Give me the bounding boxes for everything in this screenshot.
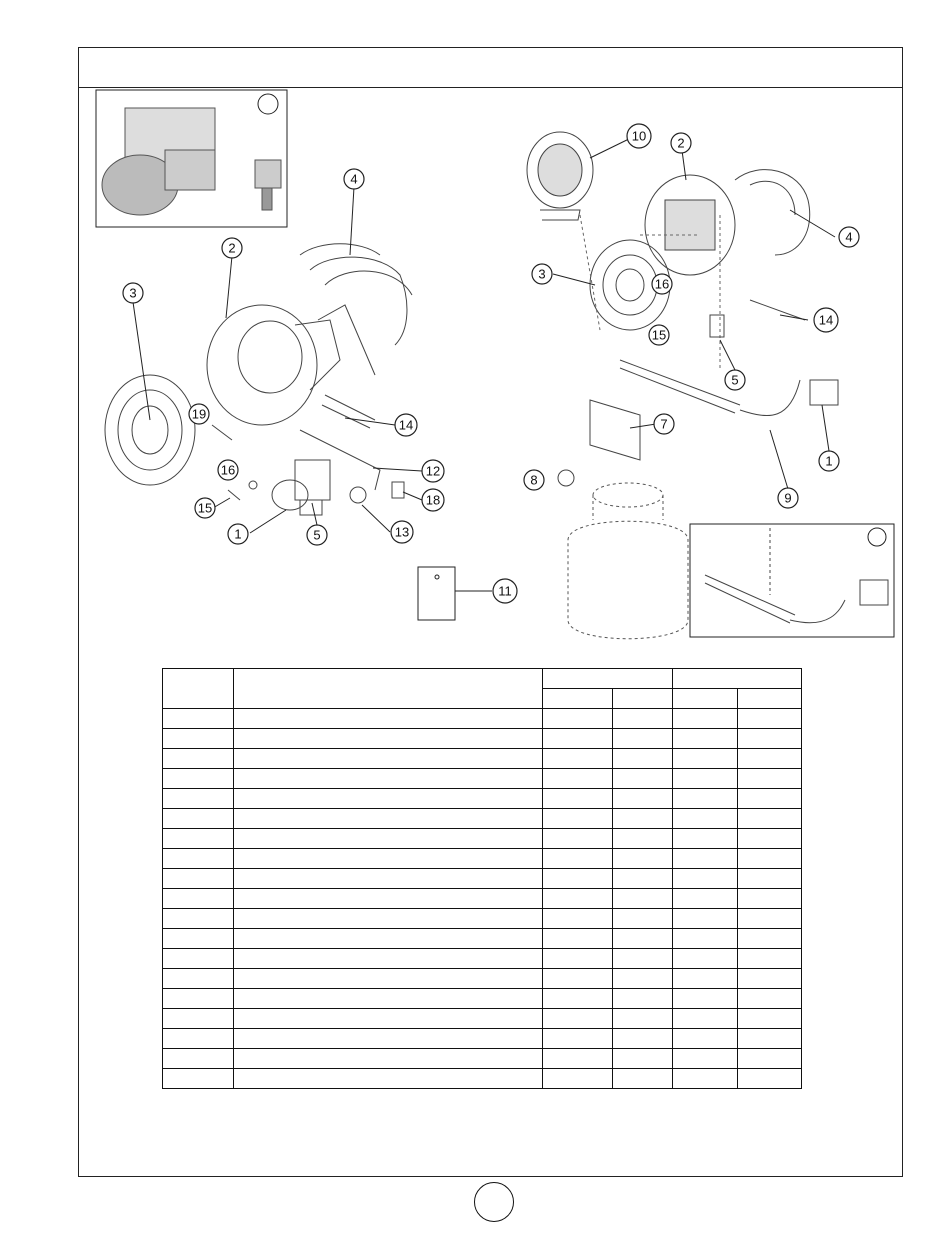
table-cell [613,869,673,889]
table-row [163,769,802,789]
callout-numbers [129,129,852,599]
table-cell [543,809,613,829]
table-cell [613,889,673,909]
valve-photo [102,108,281,215]
table-cell [738,869,802,889]
table-cell [234,749,543,769]
table-cell [673,769,738,789]
table-cell [613,929,673,949]
control-knob-left [350,487,366,503]
table-cell [234,729,543,749]
table-cell [738,1069,802,1089]
table-cell [234,869,543,889]
bracket-right [590,400,640,460]
table-cell [673,789,738,809]
inset-marker-circle [258,94,278,114]
table-cell [738,1049,802,1069]
table-cell [163,749,234,769]
table-cell [673,949,738,969]
table-cell [543,869,613,889]
table-cell [163,769,234,789]
svg-text:15: 15 [197,500,213,516]
svg-text:5: 5 [731,372,739,388]
table-cell [673,729,738,749]
table-cell [673,869,738,889]
table-cell [234,709,543,729]
table-cell [673,1029,738,1049]
svg-text:16: 16 [220,462,236,478]
table-cell [613,809,673,829]
table-row [163,849,802,869]
svg-text:15: 15 [651,327,667,343]
table-cell [163,949,234,969]
table-cell [543,849,613,869]
svg-text:14: 14 [398,417,414,433]
regulator-valve-left [272,460,330,515]
table-cell [163,729,234,749]
thermocouple-left [322,395,375,428]
table-cell [234,949,543,969]
reflector-left [207,305,340,425]
table-row [163,1029,802,1049]
svg-text:13: 13 [394,524,410,540]
table-cell [234,969,543,989]
table-cell [543,1029,613,1049]
table-cell [613,709,673,729]
table-cell [163,969,234,989]
table-row [163,989,802,1009]
table-cell [613,1049,673,1069]
wire-guard-right [735,170,810,255]
table-cell [673,1009,738,1029]
part-16-left [249,481,257,489]
table-row [163,789,802,809]
svg-text:14: 14 [818,312,834,328]
table-row [163,929,802,949]
svg-text:2: 2 [228,240,236,256]
table-cell [234,1009,543,1029]
table-cell [613,1069,673,1089]
table-cell [543,709,613,729]
table-cell [543,929,613,949]
svg-text:11: 11 [498,583,512,599]
table-cell [543,1049,613,1069]
table-cell [738,969,802,989]
svg-text:5: 5 [313,527,321,543]
table-cell [163,869,234,889]
page-number-circle [474,1182,514,1222]
table-cell [738,909,802,929]
table-cell [738,929,802,949]
table-cell [163,989,234,1009]
table-cell [163,1009,234,1029]
table-cell [738,1009,802,1029]
table-header-row [163,669,802,689]
table-cell [673,889,738,909]
table-cell [543,829,613,849]
inset-detail-marker [868,528,886,546]
table-row [163,829,802,849]
table-cell [738,1029,802,1049]
svg-text:8: 8 [530,472,538,488]
manifold-right [620,360,740,413]
table-row [163,1069,802,1089]
svg-text:9: 9 [784,490,792,506]
table-row [163,909,802,929]
table-cell [234,849,543,869]
svg-text:4: 4 [350,171,358,187]
table-cell [673,909,738,929]
table-cell [234,1069,543,1089]
table-cell [738,949,802,969]
table-cell [163,929,234,949]
table-cell [738,709,802,729]
regulator-right [810,380,838,405]
svg-text:1: 1 [234,526,242,542]
table-cell [613,729,673,749]
hose-right [740,380,800,416]
svg-text:3: 3 [129,285,137,301]
parts-table-body [163,709,802,1089]
igniter-left [212,425,232,440]
table-cell [738,749,802,769]
svg-text:16: 16 [654,276,670,292]
table-cell [234,889,543,909]
table-cell [673,1049,738,1069]
table-cell [234,909,543,929]
table-cell [613,829,673,849]
table-cell [234,989,543,1009]
table-cell [234,769,543,789]
table-cell [543,789,613,809]
table-cell [673,709,738,729]
table-cell [234,829,543,849]
table-cell [673,929,738,949]
table-cell [613,909,673,929]
table-cell [673,1069,738,1089]
table-cell [543,729,613,749]
table-cell [613,849,673,869]
valve-right [710,315,724,337]
table-cell [673,849,738,869]
reflector-right [645,175,735,275]
table-cell [738,989,802,1009]
parts-table [162,668,802,1089]
table-cell [613,749,673,769]
header-description [234,669,543,709]
table-cell [738,829,802,849]
table-cell [163,909,234,929]
nut-right [558,470,574,486]
table-cell [673,749,738,769]
table-row [163,949,802,969]
burner-guard-left [105,375,195,485]
table-cell [234,1049,543,1069]
table-cell [543,989,613,1009]
table-cell [543,909,613,929]
table-row [163,1049,802,1069]
table-cell [163,889,234,909]
table-cell [234,929,543,949]
table-cell [163,789,234,809]
propane-tank [568,483,688,639]
table-row [163,749,802,769]
table-cell [543,969,613,989]
table-cell [543,1069,613,1089]
table-cell [613,989,673,1009]
svg-text:10: 10 [631,128,647,144]
table-row [163,889,802,909]
svg-text:2: 2 [677,135,685,151]
table-cell [613,949,673,969]
table-row [163,729,802,749]
header-group-1 [543,669,673,689]
table-cell [163,1049,234,1069]
table-cell [613,1009,673,1029]
table-cell [738,809,802,829]
table-row [163,809,802,829]
table-row [163,869,802,889]
fitting-left [392,482,404,498]
header-group-2 [673,669,802,689]
table-cell [163,809,234,829]
svg-text:3: 3 [538,266,546,282]
table-cell [163,849,234,869]
table-cell [543,1009,613,1029]
table-cell [673,809,738,829]
table-cell [234,1029,543,1049]
svg-text:12: 12 [425,463,441,479]
table-cell [163,1029,234,1049]
svg-text:4: 4 [845,229,853,245]
header-part-no [163,669,234,709]
assembled-heater-right [527,132,593,220]
table-cell [738,789,802,809]
table-cell [163,709,234,729]
table-cell [163,1069,234,1089]
table-cell [738,729,802,749]
table-cell [613,769,673,789]
table-cell [163,829,234,849]
table-row [163,1009,802,1029]
svg-text:19: 19 [191,406,207,422]
table-row [163,709,802,729]
svg-text:7: 7 [660,416,668,432]
table-cell [234,809,543,829]
thermocouple-right [750,300,805,320]
table-cell [543,769,613,789]
table-cell [543,889,613,909]
table-cell [613,1029,673,1049]
table-cell [738,849,802,869]
table-row [163,969,802,989]
svg-text:18: 18 [425,492,441,508]
table-cell [613,969,673,989]
table-cell [234,789,543,809]
table-cell [673,989,738,1009]
svg-text:1: 1 [825,453,833,469]
inset-detail-assembly [705,528,888,623]
table-cell [543,749,613,769]
table-cell [738,889,802,909]
table-cell [613,789,673,809]
table-cell [738,769,802,789]
table-cell [673,969,738,989]
table-cell [673,829,738,849]
table-cell [543,949,613,969]
